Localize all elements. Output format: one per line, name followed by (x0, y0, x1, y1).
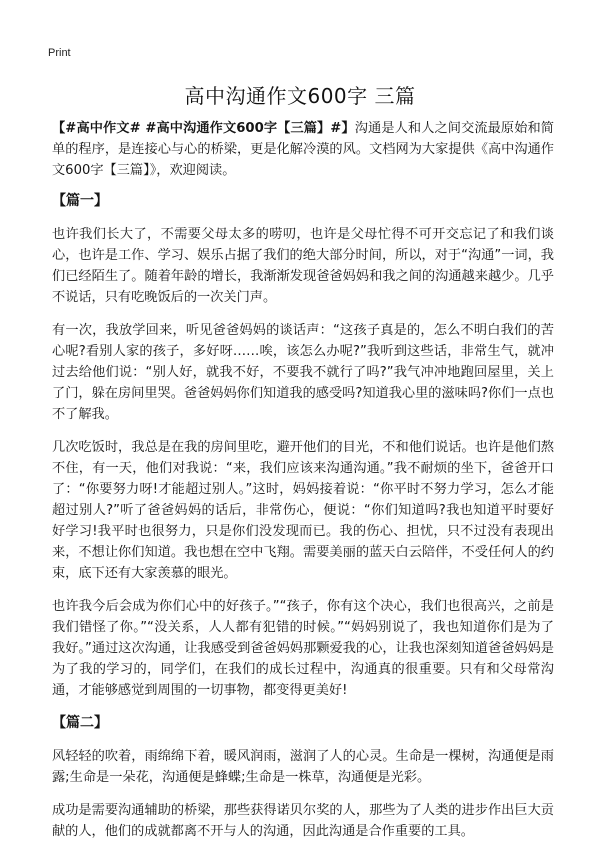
section1-paragraph-4: 也许我今后会成为你们心中的好孩子。”“孩子，你有这个决心，我们也很高兴，之前是我们错怪了你。”“没关系，人人都有犯错的时候。”“妈妈别说了，我也知道你们是为了我好。”通过这次沟通，让我感受到爸爸妈妈那颗爱我的心，让我也深刻知道爸爸妈妈是为了我的学习的，同学们，在我们的成长过程中，沟通真的很重要。只有和父母常沟通，才能够感觉到周围的一切事物，都变得更美好! (52, 599, 554, 698)
page-title: 高中沟通作文600字 三篇 (184, 84, 416, 108)
intro-text: 沟通是人和人之间交流最原始和简单的程序，是连接心与心的桥梁，更是化解冷漠的风。文档网为大家提供《高中沟通作文600字【三篇】》，欢迎阅读。 (52, 121, 554, 178)
section-heading-2: 【篇二】 (52, 715, 108, 731)
section1-paragraph-2: 有一次，我放学回来，听见爸爸妈妈的谈话声：“这孩子真是的，怎么不明白我们的苦心呢?看别人家的孩子，多好呀……唉，该怎么办呢?”我听到这些话，非常生气，就冲过去给他们说：“别人好，就我不好，不要我不就行了吗?”我气冲冲地跑回屋里，关上了门，躲在房间里哭。爸爸妈妈你们知道我的感受吗?知道我心里的滋味吗?你们一点也不了解我。 (52, 323, 554, 422)
section1-paragraph-1: 也许我们长大了，不需要父母太多的唠叨，也许是父母忙得不可开交忘记了和我们谈心，也许是工作、学习、娱乐占据了我们的绝大部分时间，所以，对于“沟通”一词，我们已经陌生了。随着年龄的增长，我渐渐发现爸爸妈妈和我之间的沟通越来越少。几乎不说话，只有吃晚饭后的一次关门声。 (52, 227, 554, 305)
section-heading-1: 【篇一】 (52, 193, 108, 209)
intro-tags: 【#高中作文# #高中沟通作文600字【三篇】#】 (52, 121, 355, 136)
section2-paragraph-2: 成功是需要沟通辅助的桥梁，那些获得诺贝尔奖的人，那些为了人类的进步作出巨大贡献的人，他们的成就都离不开与人的沟通，因此沟通是合作重要的工具。 (52, 803, 554, 839)
section2-paragraph-1: 风轻轻的吹着，雨绵绵下着，暖风润雨，滋润了人的心灵。生命是一棵树，沟通便是雨露;生命是一朵花，沟通便是蜂蝶;生命是一株草，沟通便是光彩。 (52, 749, 554, 785)
article-body (52, 118, 554, 854)
print-label[interactable]: Print (48, 47, 71, 59)
section1-paragraph-3: 几次吃饭时，我总是在我的房间里吃，避开他们的目光，不和他们说话。也许是他们熬不住，有一天，他们对我说：“来，我们应该来沟通沟通。”我不耐烦的坐下，爸爸开口了：“你要努力呀!才能超过别人。”这时，妈妈接着说：“你平时不努力学习，怎么才能超过别人?”听了爸爸妈妈的话后，非常伤心，便说：“你们知道吗?我也知道平时要好好学习!我平时也很努力，只是你们没发现而已。我的伤心、担忧，只不过没有表现出来，不想让你们知道。我也想在空中飞翔。需要美丽的蓝天白云陪伴，不受任何人的约束，底下还有大家羡慕的眼光。 (52, 440, 554, 581)
intro-paragraph (52, 118, 554, 181)
